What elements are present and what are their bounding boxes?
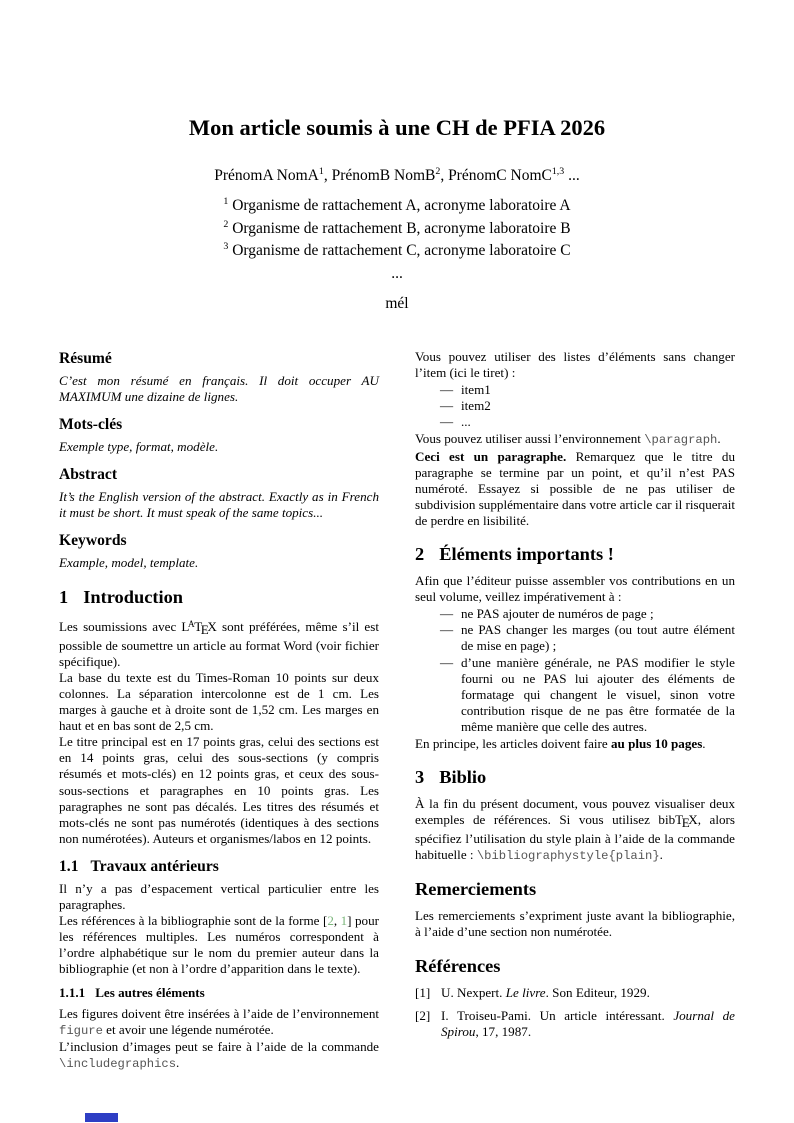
biblio-paragraph: À la fin du présent document, vous pouvez visualiser deux exemples de références. Si vous utilisez bibTEX, alors spécifiez l’utilisation du style plain à l’aide de la commande habituelle : \bibliographystyle{plain}. xyxy=(415,796,735,864)
runin-paragraph: Ceci est un paragraphe. Remarquez que le titre du paragraphe se termine par un point, et qu’il n’est PAS numéroté. Essayez si possible de ne pas utiliser de subdivision supplémentaire dans votre article car il risquerait de perdre en lisibilité. xyxy=(415,448,735,528)
includegraphics-paragraph: L’inclusion d’images peut se faire à l’aide de la commande \includegraphics. xyxy=(59,1038,379,1071)
lists-intro-paragraph: Vous pouvez utiliser des listes d’éléments sans changer l’item (ici le tiret) : xyxy=(415,349,735,381)
affiliation-more: ... xyxy=(391,264,403,282)
paragraph-command-code: \paragraph xyxy=(644,433,718,448)
author-1: PrénomA NomA$^1$, xyxy=(214,165,332,184)
author-1-affmark: 1 xyxy=(318,165,324,177)
section-1-heading: 1 Introduction xyxy=(59,586,184,607)
dash-marker: — xyxy=(440,606,454,622)
subsection-1-1-paragraph-1: Il n’y a pas d’espacement vertical particulier entre les paragraphes. xyxy=(59,880,379,912)
subsubsection-1-1-1-heading: 1.1.1 Les autres éléments xyxy=(59,985,205,1001)
dash-marker: — xyxy=(440,622,454,638)
pages-limit-paragraph: En principe, les articles doivent faire au plus 10 pages. xyxy=(415,735,706,751)
subsection-1-1-paragraph-2: Les références à la bibliographie sont de la forme [2, 1] pour les références multiples. Les numéros correspondent à l’ordre alphabétique sur le nom du premier auteur dans la bibliographie (et non à l’ordre d’apparition dans le texte). xyxy=(59,913,379,977)
bibtex-logo: TEX xyxy=(675,812,698,831)
latex-logo: $L^ATEX$ xyxy=(181,618,217,637)
pages-limit-bold: au plus 10 pages xyxy=(610,735,703,751)
list-item: — d’une manière générale, ne PAS modifier le style fourni ou ne PAS lui ajouter des éléments de formatage qui changent le visuel, sinon votre contribution risque de ne pas être formatée de la même manière que celle des autres. xyxy=(440,654,735,734)
intro-paragraph-3: Le titre principal est en 17 points gras, celui des sections est en 14 points gras, celui des sous-sections (y compris résumés et mots-clés) en 12 points gras, et ceux des sous-sous-sections et paragraphes en 10 points gras. Les paragraphes ne sont pas décalés. Les titres des résumés et mots-clés ne sont pas numérotés (identiques à des sections non numérotées). Auteurs et organismes/labos en 12 points. xyxy=(59,734,379,846)
bibliographystyle-code: \bibliographystyle{plain} xyxy=(476,849,660,864)
dash-marker: — xyxy=(440,654,454,670)
figure-env-code: figure xyxy=(59,1023,103,1038)
affiliation-3: $^3$ Organisme de rattachement C, acronyme laboratoire C xyxy=(223,240,571,259)
runin-paragraph-heading: Ceci est un paragraphe. xyxy=(415,448,567,464)
keywords-text: Example, model, template. xyxy=(59,555,199,571)
affiliations xyxy=(0,195,794,285)
paragraph-env-sentence: Vous pouvez utiliser aussi l’environnement \paragraph. xyxy=(415,431,721,448)
email-line: mél xyxy=(385,295,409,312)
figures-paragraph: Les figures doivent être insérées à l’aide de l’environnement figure et avoir une légende numérotée. xyxy=(59,1005,379,1038)
dash-marker: — xyxy=(440,382,454,398)
motscles-heading: Mots-clés xyxy=(59,416,123,434)
dash-marker: — xyxy=(440,398,454,414)
keywords-heading: Keywords xyxy=(59,532,127,550)
abstract-heading: Abstract xyxy=(59,466,118,484)
section-2-heading: 2 Éléments importants ! xyxy=(415,544,614,565)
list-item: — ... xyxy=(440,414,471,430)
abstract-text: It’s the English version of the abstract. Exactly as in French it must be short. It must speak of the same topics... xyxy=(59,489,379,521)
includegraphics-code: \includegraphics xyxy=(59,1056,177,1071)
title-block xyxy=(0,0,794,313)
section-3-heading: 3 Biblio xyxy=(415,767,487,788)
tiret-list xyxy=(415,382,735,430)
references-heading: Références xyxy=(415,955,501,976)
resume-text: C’est mon résumé en français. Il doit occuper AU MAXIMUM une dizaine de lignes. xyxy=(59,373,379,405)
left-column xyxy=(59,349,379,1072)
affiliation-1: $^1$ Organisme de rattachement A, acronyme laboratoire A xyxy=(223,195,571,214)
two-column-body xyxy=(0,349,794,1072)
citation-link-1[interactable]: 1 xyxy=(340,913,348,929)
affiliation-2: $^2$ Organisme de rattachement B, acronyme laboratoire B xyxy=(223,218,571,237)
important-list xyxy=(415,606,735,735)
section-2-intro: Afin que l’éditeur puisse assembler vos contributions en un seul volume, veillez impérativement à : xyxy=(415,573,735,605)
author-3: PrénomC NomC$^{1,3}$ ... xyxy=(448,165,580,184)
thanks-heading: Remerciements xyxy=(415,879,537,900)
thanks-paragraph: Les remerciements s’expriment juste avant la bibliographie, à l’aide d’une section non numérotée. xyxy=(415,908,735,940)
reference-text: U. Nexpert. Le livre. Son Editeur, 1929. xyxy=(441,984,650,1000)
reference-label: [2] xyxy=(415,1007,431,1023)
paper-title: Mon article soumis à une CH de PFIA 2026 xyxy=(188,115,606,140)
author-2-affmark: 2 xyxy=(435,165,441,177)
reference-label: [1] xyxy=(415,984,431,1000)
intro-paragraph-1: Les soumissions avec $L^ATEX$ sont préférées, même s’il est possible de soumettre un article au format Word (voir fichier spécifique). xyxy=(59,618,379,669)
motscles-text: Exemple type, format, modèle. xyxy=(59,439,219,455)
list-item: — item1 xyxy=(440,382,491,398)
list-item: — item2 xyxy=(440,398,491,414)
list-item: — ne PAS ajouter de numéros de page ; xyxy=(440,606,654,622)
bottom-left-blue-mark xyxy=(85,1113,118,1122)
reference-text: I. Troiseu-Pami. Un article intéressant. Journal de Spirou, 17, 1987. xyxy=(441,1007,735,1039)
author-2: PrénomB NomB$^2$, xyxy=(331,165,449,184)
dash-marker: — xyxy=(440,414,454,430)
resume-heading: Résumé xyxy=(59,350,112,367)
reference-item-2 xyxy=(415,1008,735,1040)
citation-link-2[interactable]: 2 xyxy=(327,913,334,929)
reference-item-1 xyxy=(415,985,735,1001)
subsection-1-1-heading: 1.1 Travaux antérieurs xyxy=(59,857,219,875)
right-column xyxy=(415,349,735,1040)
list-item: — ne PAS changer les marges (ou tout autre élément de mise en page) ; xyxy=(440,622,735,654)
author-line xyxy=(0,166,794,185)
author-3-affmark: 1,3 xyxy=(551,165,565,177)
intro-paragraph-2: La base du texte est du Times-Roman 10 points sur deux colonnes. La séparation intercolonne est de 1 cm. Les marges à gauche et à droite sont de 1,52 cm. Les marges en haut et en bas sont de 2,5 cm. xyxy=(59,669,379,734)
